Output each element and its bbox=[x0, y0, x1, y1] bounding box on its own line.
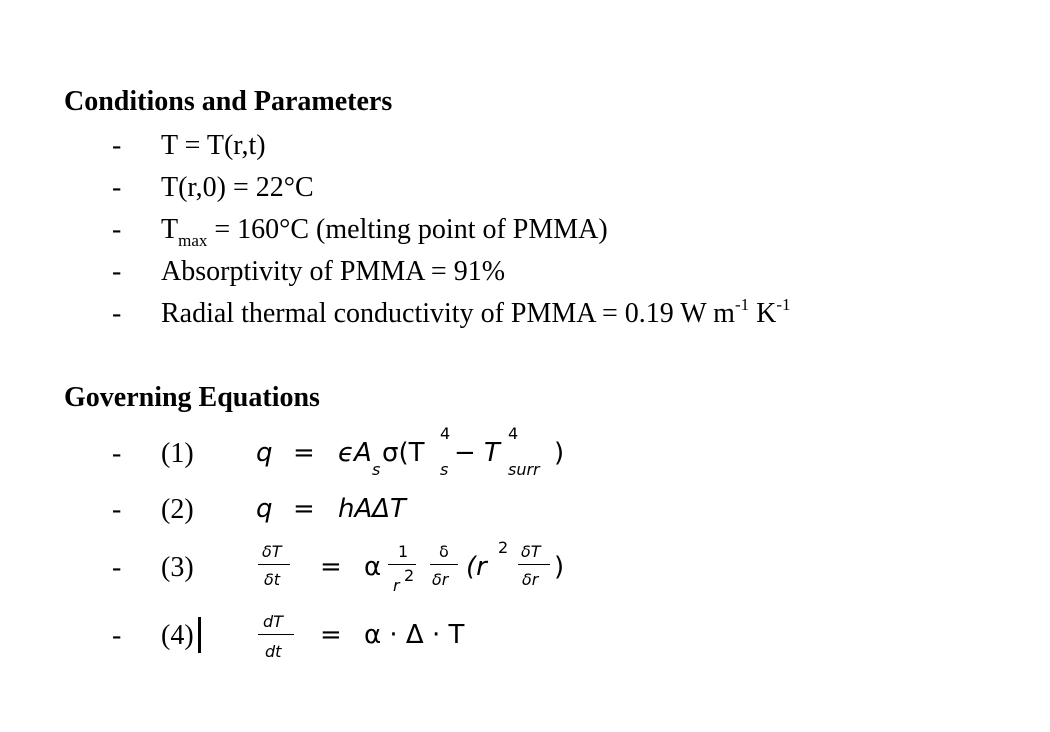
condition-item: T(r,0) = 22°C bbox=[161, 172, 314, 203]
fraction-denominator: δt bbox=[264, 570, 281, 589]
condition-item: T = T(r,t) bbox=[161, 130, 266, 161]
superscript: 2 bbox=[498, 538, 509, 557]
equation-number: (2) bbox=[161, 494, 194, 525]
math-term: ϵA bbox=[338, 438, 372, 468]
equals-sign: = bbox=[320, 620, 342, 650]
equals-sign: = bbox=[293, 494, 315, 524]
fraction-numerator: δT bbox=[521, 542, 541, 561]
section-heading-conditions: Conditions and Parameters bbox=[64, 86, 393, 117]
bullet-dash: - bbox=[112, 256, 122, 287]
fraction-bar bbox=[258, 634, 294, 635]
equation-number: (3) bbox=[161, 552, 194, 583]
math-term: ) bbox=[554, 552, 565, 582]
superscript: 2 bbox=[404, 566, 415, 585]
math-term: α · Δ · T bbox=[364, 620, 465, 650]
fraction-denominator: δr bbox=[522, 570, 539, 589]
math-term: hAΔT bbox=[338, 494, 406, 524]
fraction-numerator: δT bbox=[262, 542, 282, 561]
fraction-denominator: dt bbox=[265, 642, 282, 661]
tmax-rest: = 160°C (melting point of PMMA) bbox=[207, 214, 608, 245]
tmax-subscript: max bbox=[178, 231, 208, 250]
unit-k: K bbox=[749, 298, 777, 329]
bullet-dash: - bbox=[112, 552, 122, 583]
condition-item-conductivity bbox=[161, 295, 791, 330]
fraction-bar bbox=[430, 564, 458, 565]
superscript: -1 bbox=[776, 295, 791, 314]
condition-item: Absorptivity of PMMA = 91% bbox=[161, 256, 506, 287]
fraction-denominator: δr bbox=[432, 570, 449, 589]
fraction-denominator: r bbox=[393, 576, 400, 595]
fraction-bar bbox=[388, 564, 416, 565]
tmax-base: T bbox=[161, 214, 179, 245]
superscript: 4 bbox=[440, 424, 451, 443]
equals-sign: = bbox=[293, 438, 315, 468]
section-heading-equations: Governing Equations bbox=[64, 382, 320, 413]
bullet-dash: - bbox=[112, 130, 122, 161]
fraction-numerator: dT bbox=[263, 612, 283, 631]
math-symbol: q bbox=[256, 438, 273, 468]
bullet-dash: - bbox=[112, 172, 122, 203]
bullet-dash: - bbox=[112, 438, 122, 469]
math-term: σ(T bbox=[382, 438, 425, 468]
math-term: (r bbox=[466, 552, 487, 582]
fraction-numerator: δ bbox=[439, 542, 449, 561]
superscript: -1 bbox=[734, 295, 750, 314]
fraction-bar bbox=[258, 564, 290, 565]
equals-sign: = bbox=[320, 552, 342, 582]
fraction-bar bbox=[518, 564, 550, 565]
bullet-dash: - bbox=[112, 494, 122, 525]
conductivity-text: Radial thermal conductivity of PMMA = 0.19 W m bbox=[161, 298, 735, 329]
alpha-symbol: α bbox=[364, 552, 382, 582]
subscript: s bbox=[372, 460, 381, 479]
fraction-numerator: 1 bbox=[398, 542, 409, 561]
bullet-dash: - bbox=[112, 214, 122, 245]
subscript: surr bbox=[508, 460, 540, 479]
text-cursor[interactable] bbox=[198, 617, 201, 653]
equation-number: (4) bbox=[161, 620, 194, 651]
equation-number: (1) bbox=[161, 438, 194, 469]
math-term: ) bbox=[554, 438, 565, 468]
subscript: s bbox=[440, 460, 449, 479]
math-term: − T bbox=[454, 438, 500, 468]
math-symbol: q bbox=[256, 494, 273, 524]
condition-item-tmax bbox=[161, 214, 608, 250]
bullet-dash: - bbox=[112, 620, 122, 651]
superscript: 4 bbox=[508, 424, 519, 443]
bullet-dash: - bbox=[112, 298, 122, 329]
